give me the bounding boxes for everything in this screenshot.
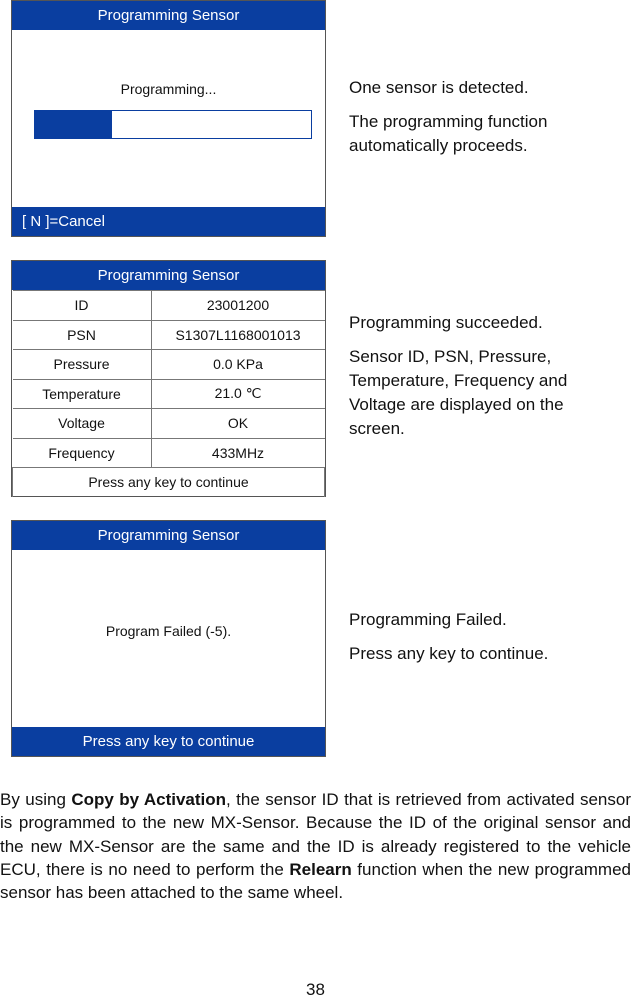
bold-term: Copy by Activation: [71, 790, 227, 809]
table-row: [13, 379, 325, 409]
row-value: 0.0 KPa: [151, 350, 325, 380]
description-3: [349, 608, 619, 676]
row-value: OK: [151, 409, 325, 439]
row-label: ID: [13, 291, 152, 321]
table-row: [13, 291, 325, 321]
row-label: Frequency: [13, 438, 152, 468]
continue-hint[interactable]: Press any key to continue: [13, 468, 325, 497]
text: function when the new programmed sensor has been attached to the same wheel.: [0, 859, 631, 903]
table-row: [13, 350, 325, 380]
screen-title: Programming Sensor: [12, 261, 325, 290]
programming-screen: [11, 0, 326, 237]
progress-bar: [34, 110, 312, 139]
status-message: Programming...: [120, 81, 217, 97]
failed-screen: [11, 520, 326, 757]
desc-line: Sensor ID, PSN, Pressure, Temperature, Frequency and Voltage are displayed on the screen.: [349, 347, 568, 438]
screen-title: Programming Sensor: [12, 521, 325, 550]
row-value: 23001200: [151, 291, 325, 321]
success-screen: [11, 260, 326, 497]
desc-line: One sensor is detected.: [349, 78, 529, 97]
table-row: [13, 409, 325, 439]
table-row: [13, 320, 325, 350]
row-value: 433MHz: [151, 438, 325, 468]
desc-line: Programming succeeded.: [349, 313, 543, 332]
desc-line: Press any key to continue.: [349, 644, 549, 663]
progress-fill: [35, 111, 112, 138]
bold-term: Relearn: [289, 859, 352, 879]
row-label: PSN: [13, 320, 152, 350]
description-2: [349, 311, 619, 451]
table-row: [13, 438, 325, 468]
description-1: [349, 76, 619, 168]
continue-hint[interactable]: Press any key to continue: [12, 727, 325, 756]
row-label: Voltage: [13, 409, 152, 439]
sensor-info-table: [12, 290, 325, 497]
row-label: Pressure: [13, 350, 152, 380]
row-value: 21.0 ℃: [151, 379, 325, 409]
desc-line: Programming Failed.: [349, 610, 507, 629]
row-label: Temperature: [13, 379, 152, 409]
row-value: S1307L1168001013: [151, 320, 325, 350]
cancel-hint[interactable]: [ N ]=Cancel: [12, 207, 325, 236]
body-paragraph: [0, 788, 631, 904]
text: By using: [0, 790, 72, 809]
desc-line: The programming function automatically proceeds.: [349, 112, 548, 155]
page-number: 38: [306, 980, 325, 999]
screen-title: Programming Sensor: [12, 1, 325, 30]
status-message: Program Failed (-5).: [105, 623, 232, 639]
text: , the sensor ID that is retrieved from activated sensor is programmed to the new MX-Sensor. Because the ID of the original sensor and the new MX-Sensor are the same and the ID is already registered to the vehicle ECU, there is no need to perform the: [0, 790, 631, 879]
